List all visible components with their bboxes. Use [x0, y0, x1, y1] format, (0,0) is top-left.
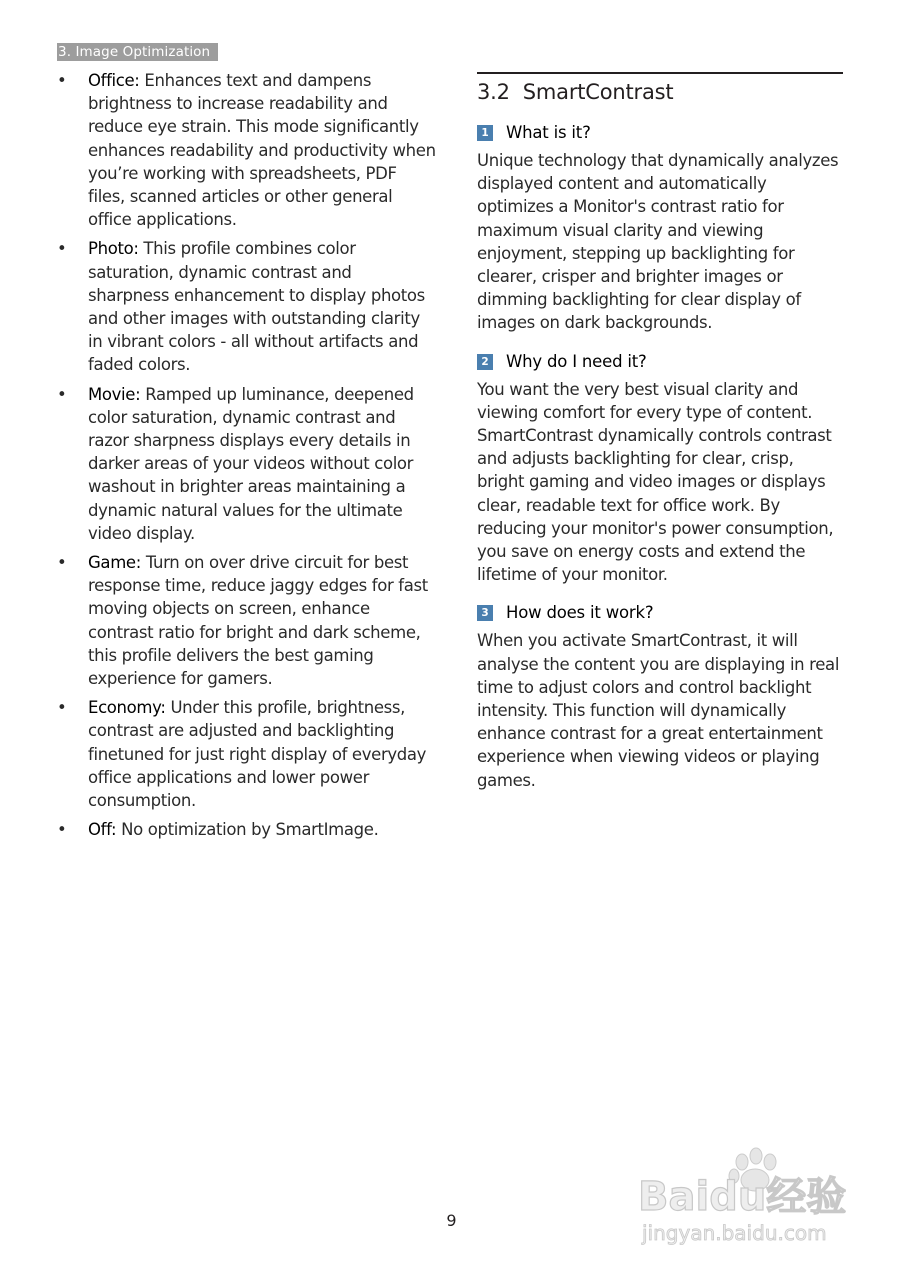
list-item-term: Movie:	[88, 384, 141, 404]
section-rule	[477, 72, 843, 74]
paragraph-why-need-it: You want the very best visual clarity and viewing comfort for every type of content. SmartContrast dynamically controls contrast and adjusts backlighting for clear, crisp, bright gaming and video images or displays clear, readable text for office work. By reducing your monitor's power consumption, you save on energy costs and extend the lifetime of your monitor.	[477, 379, 834, 585]
list-item-economy	[57, 696, 437, 812]
page-number: 9	[446, 1211, 457, 1230]
subheading-how-does-it-work	[477, 603, 843, 623]
list-item-term: Game:	[88, 553, 141, 573]
list-item-text: Under this profile, brightness, contrast are adjusted and backlighting finetuned for just right display of everyday office applications and lower power consumption.	[88, 698, 427, 811]
baidu-watermark-icon	[630, 1140, 870, 1250]
paragraph-what-is-it: Unique technology that dynamically analyzes displayed content and automatically optimizes a Monitor's contrast ratio for maximum visual clarity and viewing enjoyment, stepping up backlighting for clearer, crisper and brighter images or dimming backlighting for clear display of images on dark backgrounds.	[477, 151, 839, 333]
section-tag: 3. Image Optimization	[57, 43, 218, 61]
subheading-what-is-it	[477, 123, 843, 143]
bullet-icon: •	[57, 239, 67, 259]
bullet-icon: •	[57, 553, 67, 573]
list-item-term: Photo:	[88, 239, 139, 259]
list-item-text: No optimization by SmartImage.	[116, 820, 379, 840]
list-item-off	[57, 818, 437, 841]
list-item-text: This profile combines color saturation, dynamic contrast and sharpness enhancement to display photos and other images with outstanding clarity in vibrant colors - all without artifacts and faded colors.	[88, 239, 425, 375]
list-item-office	[57, 69, 437, 231]
right-column	[477, 72, 843, 792]
subheading-text: Why do I need it?	[506, 351, 647, 371]
section-title-text: SmartContrast	[522, 80, 674, 104]
watermark-url: jingyan.baidu.com	[642, 1221, 827, 1245]
section-number: 3.2	[477, 80, 510, 104]
subheading-why-need-it	[477, 352, 843, 372]
number-badge-icon: 1	[477, 125, 493, 141]
watermark-brand: Baidu经验	[638, 1174, 847, 1220]
list-item-movie	[57, 383, 437, 545]
list-item-term: Off:	[88, 820, 117, 840]
bullet-icon: •	[57, 698, 67, 718]
list-item-term: Economy:	[88, 698, 166, 718]
subheading-text: How does it work?	[506, 603, 654, 623]
list-item-text: Turn on over drive circuit for best response time, reduce jaggy edges for fast moving objects on screen, enhance contrast ratio for bright and dark scheme, this profile delivers the best gaming experience for gamers.	[88, 553, 428, 689]
number-badge-icon: 2	[477, 354, 493, 370]
paragraph-how-does-it-work: When you activate SmartContrast, it will analyse the content you are displaying in real time to adjust colors and control backlight intensity. This function will dynamically enhance contrast for a great entertainment experience when viewing videos or playing games.	[477, 631, 840, 790]
bullet-icon: •	[57, 820, 67, 840]
section-title	[477, 78, 843, 106]
left-column	[57, 69, 437, 848]
number-badge-icon: 3	[477, 605, 493, 621]
bullet-icon: •	[57, 71, 67, 90]
smartimage-mode-list	[57, 69, 437, 842]
subheading-text: What is it?	[506, 123, 591, 142]
list-item-text: Enhances text and dampens brightness to increase readability and reduce eye strain. This mode significantly enhances readability and productivity when you’re working with spreadsheets, PDF files, scanned articles or other general office applications.	[88, 71, 436, 230]
list-item-term: Office:	[88, 71, 140, 90]
list-item-text: Ramped up luminance, deepened color saturation, dynamic contrast and razor sharpness displays every details in darker areas of your videos without color washout in brighter areas maintaining a dynamic natural values for the ultimate video display.	[88, 384, 414, 543]
bullet-icon: •	[57, 384, 67, 404]
list-item-photo	[57, 237, 437, 376]
list-item-game	[57, 551, 437, 690]
